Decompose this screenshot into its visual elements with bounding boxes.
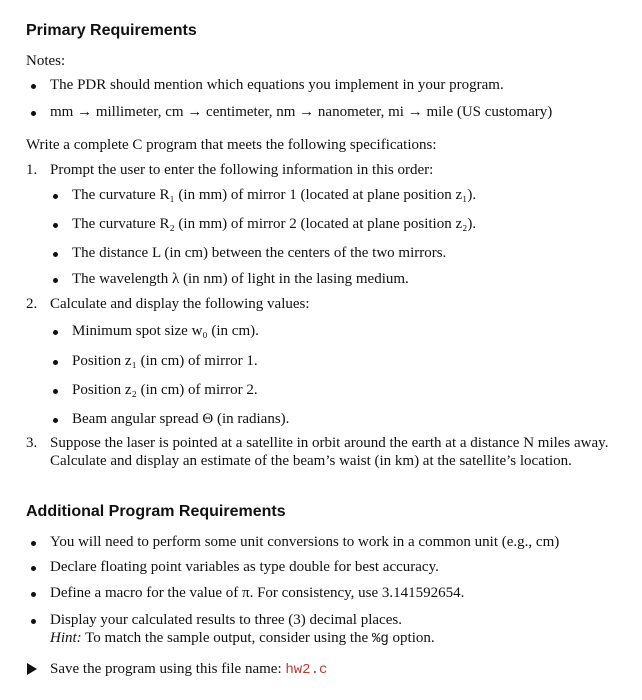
- step-text: Prompt the user to enter the following information in this order:: [50, 162, 434, 178]
- step-number: 3.: [26, 435, 38, 451]
- bullet-icon: [31, 592, 36, 597]
- save-text: Save the program using this file name:: [50, 661, 282, 677]
- hint-end: option.: [392, 630, 435, 646]
- step-item: Minimum spot size w₀ (in cm).: [72, 323, 259, 339]
- primary-heading: Primary Requirements: [26, 22, 197, 39]
- bullet-icon: [31, 541, 36, 546]
- bullet-icon: [53, 252, 58, 257]
- hint-label: Hint:: [50, 630, 82, 646]
- step-number: 2.: [26, 296, 38, 312]
- bullet-icon: [31, 566, 36, 571]
- hint-line: [50, 629, 435, 648]
- hint-code: %g: [371, 631, 389, 647]
- bullet-icon: [53, 389, 58, 394]
- bullet-icon: [53, 194, 58, 199]
- step-text-line1: Suppose the laser is pointed at a satellite in orbit around the earth at a distance N miles away.: [50, 435, 609, 451]
- triangle-arrow-icon: [27, 663, 37, 675]
- step-text: Calculate and display the following values:: [50, 296, 310, 312]
- bullet-icon: [31, 111, 36, 116]
- requirement-item: Display your calculated results to three (3) decimal places.: [50, 612, 402, 628]
- hint-text: To match the sample output, consider using the: [85, 630, 369, 646]
- requirement-item: Define a macro for the value of π. For consistency, use 3.141592654.: [50, 585, 465, 601]
- intro-text: Write a complete C program that meets the following specifications:: [26, 137, 437, 153]
- bullet-icon: [53, 278, 58, 283]
- step-item: The curvature R₁ (in mm) of mirror 1 (located at plane position z₁).: [72, 187, 477, 203]
- notes-label: Notes:: [26, 53, 66, 69]
- bullet-icon: [53, 330, 58, 335]
- requirement-item: Declare floating point variables as type double for best accuracy.: [50, 559, 439, 575]
- step-item: Position z₂ (in cm) of mirror 2.: [72, 382, 258, 398]
- bullet-icon: [53, 223, 58, 228]
- step-text-line2: Calculate and display an estimate of the beam’s waist (in km) at the satellite’s location.: [50, 453, 572, 469]
- save-filename: hw2.c: [285, 662, 328, 678]
- note-item: mm → millimeter, cm → centimeter, nm → nanometer, mi → mile (US customary): [50, 104, 553, 120]
- step-item: The distance L (in cm) between the centers of the two mirrors.: [72, 245, 447, 261]
- bullet-icon: [53, 360, 58, 365]
- requirement-item: You will need to perform some unit conversions to work in a common unit (e.g., cm): [50, 534, 560, 550]
- step-item: Beam angular spread Θ (in radians).: [72, 411, 290, 427]
- bullet-icon: [31, 619, 36, 624]
- step-item: The wavelength λ (in nm) of light in the lasing medium.: [72, 271, 409, 287]
- bullet-icon: [53, 418, 58, 423]
- step-item: Position z₁ (in cm) of mirror 1.: [72, 353, 258, 369]
- additional-heading: Additional Program Requirements: [26, 503, 286, 520]
- bullet-icon: [31, 84, 36, 89]
- save-line: [50, 660, 327, 679]
- step-item: The curvature R₂ (in mm) of mirror 2 (located at plane position z₂).: [72, 216, 477, 232]
- step-number: 1.: [26, 162, 38, 178]
- note-item: The PDR should mention which equations you implement in your program.: [50, 77, 504, 93]
